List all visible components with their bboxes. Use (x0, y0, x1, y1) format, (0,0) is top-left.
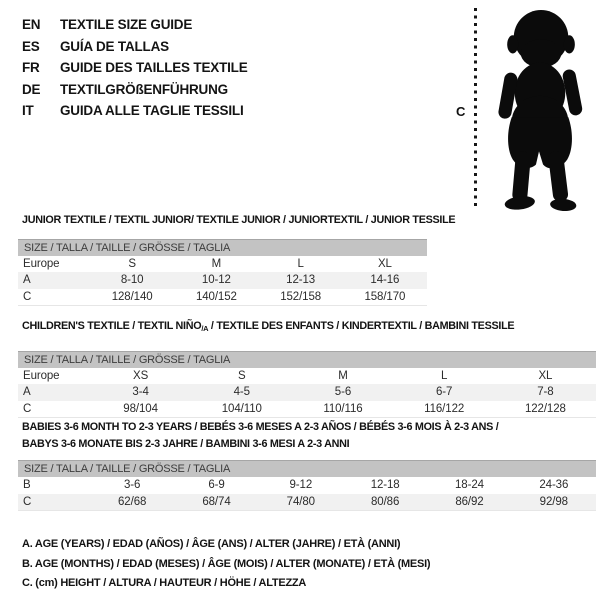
language-title: TEXTILE SIZE GUIDE (60, 17, 193, 32)
table-row-height (18, 289, 427, 306)
cell: 3-6 (124, 479, 141, 492)
row-label: C (23, 402, 32, 415)
section-title-line1: BABIES 3-6 MONTH TO 2-3 YEARS / BEBÉS 3-6 MESES A 2-3 AÑOS / BÉBÉS 3-6 MOIS À 2-3 ANS / (22, 421, 499, 433)
cell: 24-36 (539, 479, 569, 492)
row-label: A (23, 274, 31, 287)
language-row-fr (22, 57, 248, 79)
cell: 18-24 (455, 479, 484, 492)
language-code: ES (22, 38, 40, 54)
cell: 122/128 (524, 402, 566, 415)
section-childrens-textile (18, 318, 596, 418)
junior-size-table (18, 239, 427, 307)
section-title-line2: BABYS 3-6 MONATE BIS 2-3 JAHRE / BAMBINI 3-6 MESI A 2-3 ANNI (22, 437, 350, 450)
language-code: IT (22, 103, 34, 118)
cell: 12-13 (286, 274, 316, 287)
language-title: TEXTILGRÖßENFÜHRUNG (60, 81, 228, 97)
height-dashed-line (474, 8, 477, 210)
cell: 9-12 (289, 479, 313, 492)
cell: 128/140 (111, 290, 153, 303)
cell: XL (538, 369, 553, 382)
cell: 104/110 (221, 402, 262, 415)
cell: 4-5 (233, 386, 250, 399)
cell: M (211, 257, 222, 270)
title-part: CHILDREN'S TEXTILE / TEXTIL NIÑO (22, 320, 202, 332)
language-row-de (22, 79, 248, 101)
cell: 80/86 (371, 495, 400, 508)
cell: S (128, 257, 136, 270)
table-row-age (18, 384, 596, 401)
language-code: EN (22, 17, 41, 32)
height-measure-label: C (456, 104, 466, 119)
cell: XL (377, 257, 392, 270)
cell: XS (133, 369, 149, 382)
language-title: GUIDE DES TAILLES TEXTILE (60, 60, 248, 75)
cell: 10-12 (201, 274, 231, 287)
footnote-height: C. (cm) HEIGHT / ALTURA / HAUTEUR / HÖHE / ALTEZZA (22, 577, 307, 589)
table-row-age (18, 272, 427, 289)
footnotes (22, 535, 430, 594)
section-junior-textile (18, 212, 455, 306)
cell: M (338, 369, 348, 382)
children-size-table (18, 351, 596, 419)
cell: 8-10 (120, 274, 144, 287)
title-subscript: /A (201, 324, 209, 333)
baby-height-figure (450, 4, 600, 212)
baby-silhouette (482, 6, 596, 212)
size-header-band: SIZE / TALLA / TAILLE / GRÖSSE / TAGLIA (18, 351, 596, 368)
language-row-es (22, 36, 248, 58)
cell: 12-18 (370, 479, 400, 492)
cell: 152/158 (280, 290, 322, 303)
language-code: FR (22, 60, 40, 75)
cell: L (441, 369, 448, 382)
row-label: Europe (23, 369, 60, 382)
language-title: GUÍA DE TALLAS (60, 38, 169, 54)
cell: 98/104 (123, 402, 158, 415)
cell: 92/98 (539, 495, 568, 508)
cell: 68/74 (202, 495, 231, 508)
table-row-height (18, 401, 596, 418)
cell: 86/92 (455, 495, 484, 508)
row-label: A (23, 386, 31, 399)
footnote-age-months: B. AGE (MONTHS) / EDAD (MESES) / ÂGE (MOIS) / ALTER (MONATE) / ETÀ (MESI) (22, 557, 431, 570)
cell: 14-16 (370, 274, 400, 287)
cell: 158/170 (364, 290, 406, 303)
language-row-it (22, 100, 248, 122)
cell: 6-9 (208, 479, 225, 492)
cell: 7-8 (537, 386, 554, 399)
babies-size-table (18, 460, 596, 511)
row-label: C (23, 290, 32, 303)
table-row-europe (18, 256, 427, 273)
size-header-band: SIZE / TALLA / TAILLE / GRÖSSE / TAGLIA (18, 461, 596, 478)
section-title (18, 318, 596, 338)
section-babies-textile (18, 419, 596, 511)
cell: 74/80 (286, 495, 315, 508)
table-row-height (18, 494, 596, 511)
title-part: / TEXTILE DES ENFANTS / KINDERTEXTIL / BAMBINI TESSILE (208, 320, 515, 332)
cell: 140/152 (195, 290, 237, 303)
table-row-age-months (18, 477, 596, 494)
cell: 62/68 (118, 495, 147, 508)
row-label: B (23, 479, 31, 492)
table-row-europe (18, 368, 596, 385)
cell: S (237, 369, 246, 382)
language-title-list (22, 14, 248, 122)
language-title: GUIDA ALLE TAGLIE TESSILI (60, 103, 244, 118)
cell: L (297, 257, 304, 270)
cell: 110/116 (323, 402, 363, 415)
row-label: Europe (23, 257, 60, 270)
cell: 5-6 (334, 386, 352, 399)
language-code: DE (22, 81, 41, 97)
footnote-age-years: A. AGE (YEARS) / EDAD (AÑOS) / ÂGE (ANS) / ALTER (JAHRE) / ETÀ (ANNI) (22, 538, 401, 550)
section-title: JUNIOR TEXTILE / TEXTIL JUNIOR/ TEXTILE JUNIOR / JUNIORTEXTIL / JUNIOR TESSILE (22, 214, 456, 226)
cell: 3-4 (132, 386, 149, 399)
language-row-en (22, 14, 248, 36)
size-header-band: SIZE / TALLA / TAILLE / GRÖSSE / TAGLIA (18, 239, 427, 256)
cell: 116/122 (424, 402, 465, 415)
row-label: C (23, 495, 32, 508)
cell: 6-7 (435, 386, 453, 399)
